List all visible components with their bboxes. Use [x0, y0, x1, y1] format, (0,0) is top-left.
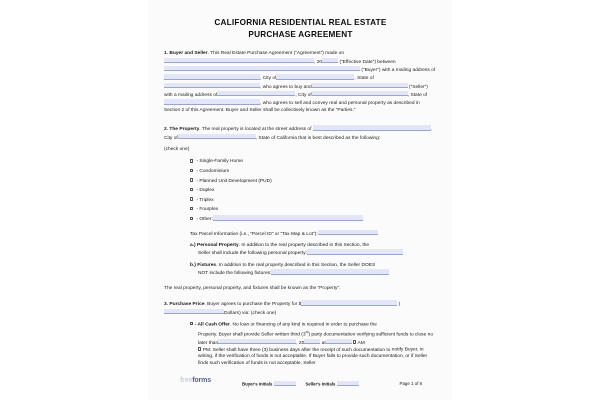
- checkbox-label: - Planned Unit Development (PUD): [196, 178, 272, 184]
- section-1-text-8: , who agrees to buy and: [260, 84, 312, 90]
- property-definition-note: The real property, personal property, and fixtures shall be known as the “Property”.: [164, 285, 341, 291]
- subsection-b-text-2: NOT include the following fixtures:: [198, 271, 272, 277]
- checkbox-row-duplex[interactable]: [164, 186, 437, 196]
- tax-parcel-blank[interactable]: [318, 230, 378, 235]
- section-1-text-1: . This Real Estate Purchase Agreement (“Agreement”) made on: [207, 51, 345, 56]
- subsection-b-text-1: . In addition to the real property described in this Section, the Seller DOES: [216, 262, 376, 268]
- effective-date-blank[interactable]: [164, 58, 314, 63]
- page-title: [164, 17, 437, 40]
- all-cash-text-1: . No loan or financing of any kind is required in order to purchase the: [229, 322, 377, 328]
- purchase-price-words-blank[interactable]: [164, 309, 224, 314]
- section-2-text-4: , State of California that is best described as the following:: [255, 135, 381, 141]
- section-2-text-1: . The real property is located at the street address of: [199, 126, 312, 132]
- all-cash-text-2b: ) party documentation verifying: [308, 332, 375, 338]
- section-1-text-11: , City of: [295, 92, 312, 98]
- checkbox-row-triplex[interactable]: [164, 196, 437, 206]
- section-1-text-2: , 20: [314, 59, 323, 65]
- checkbox-row-fourplex[interactable]: [164, 205, 437, 215]
- section-3-text-1: . Buyer agrees to purchase the Property for $: [204, 302, 302, 308]
- section-3-heading: 3. Purchase Price: [164, 302, 205, 308]
- subsection-b-label: b.) Fixtures: [190, 262, 217, 268]
- subsection-a-text-2: Seller shall include the following personal property:: [198, 251, 308, 257]
- logo-text-light: free: [180, 377, 193, 384]
- buyer-initials-blank[interactable]: [274, 381, 296, 386]
- funds-close-date-blank[interactable]: [218, 339, 296, 344]
- checkbox-row-single-family-home[interactable]: [164, 157, 437, 167]
- buyer-city-blank[interactable]: [276, 74, 354, 79]
- fixtures-blank[interactable]: [271, 269, 389, 274]
- section-1-text-12: , State of: [407, 92, 428, 98]
- section-3-text-2: (: [398, 302, 401, 308]
- checkbox-label: - Other:: [196, 216, 213, 222]
- checkbox-icon[interactable]: [190, 178, 193, 181]
- all-cash-offer-row[interactable]: [164, 322, 437, 329]
- section-1-text-6: , City of: [260, 76, 277, 82]
- section-2-check-one-note: (check one): [164, 146, 190, 152]
- checkbox-label: - Single-Family Home: [196, 159, 243, 165]
- other-property-type-blank[interactable]: [213, 215, 363, 220]
- checkbox-row-other[interactable]: [164, 215, 437, 225]
- property-city-blank[interactable]: [178, 134, 256, 139]
- document-page: [148, 0, 452, 400]
- seller-name-blank[interactable]: [312, 83, 408, 88]
- seller-initials-blank[interactable]: [337, 381, 359, 386]
- all-cash-offer-body: [164, 329, 437, 367]
- checkbox-icon[interactable]: [190, 197, 193, 200]
- section-2-heading: 2. The Property: [164, 126, 200, 132]
- subsection-a-line-2: [164, 249, 437, 257]
- section-3-purchase-price: [164, 300, 437, 317]
- checkbox-icon[interactable]: [190, 188, 193, 191]
- checkbox-label: - Duplex: [196, 188, 215, 194]
- checkbox-icon[interactable]: [353, 340, 356, 343]
- all-cash-offer-label: - All Cash Offer: [194, 322, 230, 328]
- seller-initials-label: Seller's Initials: [305, 381, 336, 387]
- tax-parcel-label: Tax Parcel Information (i.e., “Parcel ID” or “Tax Map & Lot”):: [190, 231, 318, 237]
- section-1-text-13: , who agrees to sell and convey real and personal property as described: [260, 101, 415, 107]
- checkbox-label: - Fourplex: [196, 207, 219, 213]
- buyer-state-blank[interactable]: [164, 83, 260, 88]
- seller-address-blank[interactable]: [217, 91, 295, 96]
- section-1-text-9: (“Seller”) with a mailing: [164, 84, 428, 98]
- checkbox-icon[interactable]: [190, 169, 193, 172]
- section-3-text-3: Dollars) via: (check one): [224, 310, 277, 316]
- buyer-name-blank[interactable]: [164, 66, 360, 71]
- checkbox-icon[interactable]: [190, 322, 193, 325]
- purchase-price-amount-blank[interactable]: [301, 300, 397, 305]
- checkbox-icon[interactable]: [198, 347, 201, 350]
- buyer-initials-label: Buyer's Initials: [242, 381, 273, 387]
- section-2-the-property: [164, 125, 437, 142]
- funds-close-time-blank[interactable]: [326, 339, 352, 344]
- section-1-text-14: in Section 2 of this Agreement. Buyer and Seller shall be collectively known as the “Parties.”: [164, 101, 420, 113]
- section-1-text-3: (“Effective Date”) between: [338, 59, 396, 65]
- page-number: Page 1 of 8: [399, 381, 422, 386]
- property-street-address-blank[interactable]: [313, 125, 431, 130]
- tax-parcel-row: [164, 230, 437, 238]
- personal-property-blank[interactable]: [307, 249, 403, 254]
- logo-text-dark: forms: [192, 377, 211, 384]
- funds-close-year-blank[interactable]: [304, 339, 320, 344]
- section-2-text-3: City of: [164, 135, 178, 141]
- section-1-buyer-and-seller: [164, 51, 437, 114]
- initials-row: [242, 381, 368, 387]
- seller-state-blank[interactable]: [164, 99, 260, 104]
- section-1-text-5: with a mailing address of: [381, 67, 436, 73]
- effective-year-blank[interactable]: [322, 58, 338, 63]
- all-cash-text-5: at: [320, 340, 326, 346]
- all-cash-text-8: notify Buyer, in writing, if the verification of funds is not acceptable. If Buyer fails to provide: [198, 347, 424, 360]
- checkbox-row-condominium[interactable]: [164, 167, 437, 177]
- all-cash-text-4: , 20: [296, 340, 305, 346]
- checkbox-icon[interactable]: [190, 207, 193, 210]
- section-1-text-10: address of: [194, 92, 218, 98]
- subsection-a-label: a.) Personal Property: [190, 242, 239, 248]
- all-cash-text-9: such documentation, or if Seller finds such verification of funds is not acceptable, Seller: [198, 354, 428, 366]
- subsection-a-text-1: . In addition to the real property described in this Section, the: [238, 242, 370, 248]
- section-1-heading: 1. Buyer and Seller: [164, 51, 208, 56]
- all-cash-text-2: Property. Buyer shall provide Seller written third (3: [198, 332, 306, 338]
- section-1-text-4: (“Buyer”): [360, 67, 381, 73]
- seller-city-blank[interactable]: [312, 91, 408, 96]
- checkbox-icon[interactable]: [190, 217, 193, 220]
- all-cash-am-label: AM: [357, 340, 365, 346]
- checkbox-icon[interactable]: [190, 159, 193, 162]
- section-1-text-7: , State of: [354, 76, 374, 82]
- page-footer: [180, 376, 422, 392]
- all-cash-pm-label: PM. Seller shall have three (3) business days after the receipt of such documentation to: [202, 347, 391, 353]
- property-type-checkbox-list: [164, 157, 437, 224]
- checkbox-label: - Triplex: [196, 197, 214, 203]
- title-line-1: CALIFORNIA RESIDENTIAL REAL ESTATE: [214, 18, 387, 27]
- ordinal-superscript: rd: [305, 329, 309, 334]
- subsection-b-line-2: [164, 269, 437, 277]
- section-2-text-2: .: [430, 126, 433, 132]
- title-line-2: PURCHASE AGREEMENT: [248, 29, 353, 39]
- checkbox-row-planned-unit-development[interactable]: [164, 177, 437, 187]
- buyer-address-blank[interactable]: [164, 74, 260, 79]
- all-cash-text-3: sufficient funds to close no later than: [198, 332, 434, 346]
- freeforms-logo[interactable]: [180, 377, 211, 384]
- checkbox-label: - Condominium: [196, 168, 230, 174]
